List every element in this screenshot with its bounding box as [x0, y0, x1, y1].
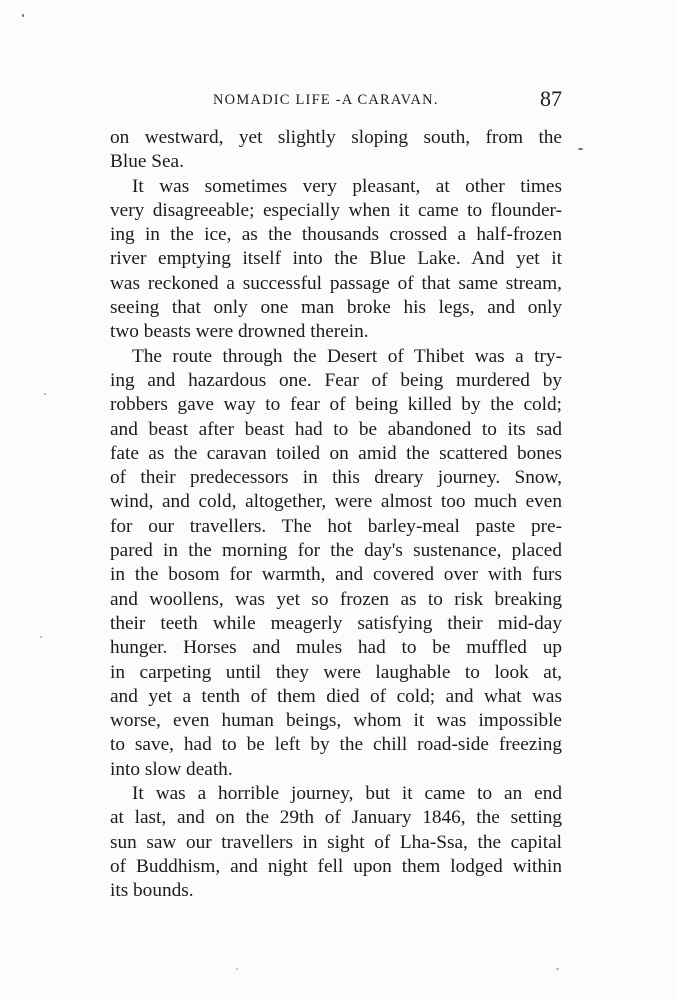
- text-line: worse, even human beings, whom it was impossible: [110, 710, 562, 732]
- text-line: ing and hazardous one. Fear of being murdered by: [110, 369, 562, 391]
- text-line: into slow death.: [110, 758, 233, 780]
- text-line: It was sometimes very pleasant, at other times: [132, 175, 562, 197]
- text-line: was reckoned a successful passage of that same stream,: [110, 272, 562, 294]
- text-line: sun saw our travellers in sight of Lha-Ssa, the capital: [110, 831, 562, 853]
- text-line: of their predecessors in this dreary journey. Snow,: [110, 467, 562, 489]
- scan-speck: [578, 148, 583, 150]
- paragraph: [110, 126, 562, 175]
- paragraph: [110, 782, 562, 903]
- text-line: very disagreeable; especially when it came to flounder-: [110, 199, 562, 221]
- text-line: and yet a tenth of them died of cold; and what was: [110, 685, 562, 707]
- scan-speck: [40, 636, 42, 638]
- scan-speck: [556, 968, 559, 970]
- text-line: river emptying itself into the Blue Lake. And yet it: [110, 248, 562, 270]
- text-line: pared in the morning for the day's sustenance, placed: [110, 540, 562, 562]
- text-line: It was a horrible journey, but it came to an end: [132, 783, 562, 805]
- text-line: in carpeting until they were laughable to look at,: [110, 661, 562, 683]
- text-line: on westward, yet slightly sloping south, from the: [110, 127, 562, 148]
- text-line: and woollens, was yet so frozen as to risk breaking: [110, 588, 562, 610]
- running-title: NOMADIC LIFE -A CARAVAN.: [213, 92, 439, 108]
- text-line: in the bosom for warmth, and covered over with furs: [110, 564, 562, 586]
- page-number: 87: [540, 86, 562, 111]
- text-line: The route through the Desert of Thibet was a try-: [132, 345, 562, 367]
- paragraph: [110, 175, 562, 345]
- text-line: ing in the ice, as the thousands crossed a half-frozen: [110, 224, 562, 246]
- text-line: its bounds.: [110, 880, 194, 902]
- text-line: Blue Sea.: [110, 151, 184, 173]
- text-line: for our travellers. The hot barley-meal paste pre-: [110, 515, 562, 537]
- running-head: [110, 86, 562, 116]
- text-line: robbers gave way to fear of being killed by the cold;: [110, 394, 562, 416]
- paragraph: [110, 345, 562, 782]
- text-line: at last, and on the 29th of January 1846, the setting: [110, 807, 562, 829]
- text-line: their teeth while meagerly satisfying their mid-day: [110, 612, 562, 634]
- scan-speck: [44, 393, 46, 395]
- text-line: fate as the caravan toiled on amid the scattered bones: [110, 442, 562, 464]
- text-line: seeing that only one man broke his legs, and only: [110, 297, 562, 319]
- text-line: of Buddhism, and night fell upon them lodged within: [110, 855, 562, 877]
- text-line: to save, had to be left by the chill road-side freezing: [110, 734, 562, 756]
- scan-speck: [236, 968, 238, 970]
- text-line: wind, and cold, altogether, were almost too much even: [110, 491, 562, 513]
- text-line: hunger. Horses and mules had to be muffled up: [110, 637, 562, 659]
- scan-speck: [22, 14, 24, 17]
- text-line: and beast after beast had to be abandoned to its sad: [110, 418, 562, 440]
- body-text: [110, 126, 562, 904]
- text-line: two beasts were drowned therein.: [110, 321, 369, 343]
